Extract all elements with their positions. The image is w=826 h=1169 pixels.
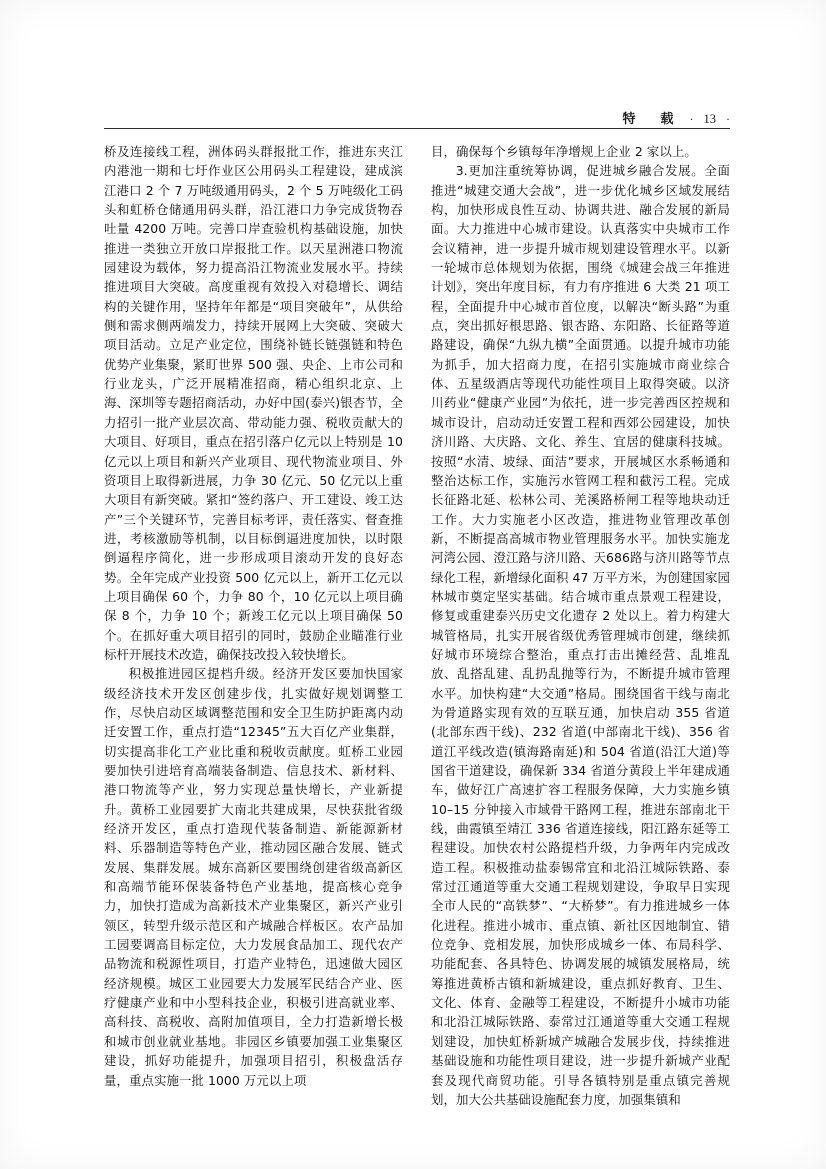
paragraph: 桥及连接线工程，洲体码头群报批工作，推进东夹江内港池一期和七圩作业区公用码头工程建设，建成滨江港口 2 个 7 万吨级通用码头，2 个 5 万吨级化工码头和虹桥仓储通用码头群，沿江港口力争完成货物吞吐量 4200 万吨。完善口岸查验机构基础设施，加快推进一类独立开放口岸报批工作。以天星洲港口物流园建设为载体，努力提高沿江物流业发展水平。持续推进项目大突破。高度重视有效投入对稳增长、调结构的关键作用，坚持年年都是“项目突破年”，从供给侧和需求侧两端发力，持续开展网上大突破、突破大项目活动。立足产业定位，围绕补链长链强链和特色优势产业集聚，紧盯世界 500 强、央企、上市公司和行业龙头，广泛开展精准招商，精心组织北京、上海、深圳等专题招商活动，办好中国(泰兴)银杏节，全力招引一批产业层次高、带动能力强、税收贡献大的大项目、好项目，重点在招引落户亿元以上特别是 10 亿元以上项目和新兴产业项目、现代物流业项目、外资项目上取得新进展，力争 30 亿元、50 亿元以上重大项目有新突破。紧扣“签约落户、开工建设、竣工达产”三个关键环节，完善目标考评，责任落实、督查推进，考核激励等机制，以目标倒逼进度加快，以时限倒逼程序简化，进一步形成项目滚动开发的良好态势。全年完成产业投资 500 亿元以上，新开工亿元以上项目确保 60 个，力争 80 个，10 亿元以上项目确保 8 个，力争 10 个；新竣工亿元以上项目确保 50 个。在抓好重大项目招引的同时，鼓励企业瞄准行业标杆开展技术改造，确保技改投入较快增长。 bbox=[104, 144, 403, 662]
header-divider bbox=[104, 128, 730, 129]
header-dot-left: · bbox=[689, 112, 694, 126]
section-heading-paragraph: 3.更加注重统筹协调，促进城乡融合发展。全面推进“城建交通大会战”，进一步优化城乡区域发展结构，加快形成良性互动、协调共进、融合发展的新局面。大力推进中心城市建设。认真落实中央城市工作会议精神，进一步提升城市规划建设管理水平。以新一轮城市总体规划为依据，围绕《城建会战三年推进计划》，突出年度目标，有力有序推进 6 大类 21 项工程，全面提升中心城市首位度，以解决“断头路”为重点，突出抓好根思路、银杏路、东阳路、长征路等道路建设，确保“九纵九横”全面贯通。以提升城市功能为抓手，加大招商力度，在招引实施城市商业综合体、五星级酒店等现代功能性项目上取得突破。以济川药业“健康产业园”为依托，进一步完善西区控规和城市设计，启动动迁安置工程和西郊公园建设，加快济川路、大庆路、文化、养生、宜居的健康科技城。按照“水清、坡绿、面洁”要求，开展城区水系畅通和整治达标工作，实施污水管网工程和截污工程。完成长征路北延、松林公司、羌溪路桥闸工程等地块动迁工作。大力实施老小区改造，推进物业管理改革创新，不断提高高城市物业管理服务水平。加快实施龙河湾公园、澄江路与济川路、天686路与济川路等节点绿化工程，新增绿化面积 47 万平方米，为创建国家园林城市奠定坚实基础。结合城市重点景观工程建设，修复或重建泰兴历史文化遗存 2 处以上。着力构建大城管格局，扎实开展省级优秀管理城市创建，继续抓好城市环境综合整治，重点打击出摊经营、乱堆乱放、乱搭乱建、乱扔乱抛等行为，不断提升城市管理水平。加快构建“大交通”格局。围绕国省干线与南北为骨道路实现有效的互联互通，加快启动 355 省道(北部东西干线)、232 省道(中部南北干线)、356 省道江平线改造(镇海路南延)和 504 省道(沿江大道)等国省干道建设，确保新 334 省道分黄段上半年建成通车，做好江广高速扩容工程服务保障，大力实施乡镇 10–15 分钟接入市域骨干路网工程，推进东部南北干线，曲霞镇至靖江 336 省道连接线，阳江路东延等工程建设。加快农村公路提档升级，力争两年内完成改造工程。积极推动盐泰锡常宜和北沿江城际铁路、泰常过江通道等重大交通工程规划建设，争取早日实现全市人民的“高铁梦”、“大桥梦”。有力推进城乡一体化进程。推进小城市、重点镇、新社区因地制宜、错位竞争、竞相发展，加快形成城乡一体、布局科学、功能配套、各具特色、协调发展的城镇发展格局，统筹推进黄桥古镇和新城建设，重点抓好教育、卫生、文化、体育、金融等工程建设，不断提升小城市功能和北沿江城际铁路、泰常过江通道等重大交通工程规划建设，加快虹桥新城产城融合发展步伐，持续推进基础设施和功能性项目建设，进一步提升新城产业配套及现代商贸功能。引导各镇特别是重点镇完善规划，加大公共基础设施配套力度，加强集镇和 bbox=[431, 163, 730, 1107]
body-columns bbox=[104, 142, 730, 1107]
page-header bbox=[622, 108, 730, 127]
header-dot-right: · bbox=[726, 112, 730, 126]
page-number: 13 bbox=[703, 112, 716, 126]
column-left bbox=[104, 142, 403, 1099]
paragraph: 目，确保每个乡镇每年净增规上企业 2 家以上。 bbox=[431, 144, 697, 159]
header-title: 特 载 bbox=[622, 111, 680, 126]
column-right bbox=[431, 142, 730, 1107]
paragraph: 积极推进园区提档升级。经济开发区要加快国家级经济技术开发区创建步伐，扎实做好规划调整工作，尽快启动区域调整范围和安全卫生防护距离内动迁安置工作，重点打造“12345”五大百亿产业集群，切实提高非化工产业比重和税收贡献度。虹桥工业园要加快引进培育高端装备制造、信息技术、新材料、港口物流等产业，努力实现总量快增长，产业新提升。黄桥工业园要扩大南北共建成果，尽快获批省级经济开发区，重点打造现代装备制造、新能源新材料、乐器制造等特色产业，推动园区融合发展、链式发展、集群发展。城东高新区要围绕创建省级高新区和高端节能环保装备特色产业基地，提高核心竞争力，加快打造成为高新技术产业集聚区，新兴产业引领区，转型升级示范区和产城融合样板区。农产品加工园要调高目标定位，大力发展食品加工、现代农产品物流和税源性项目，打造产业特色，迅速做大园区经济规模。城区工业园要大力发展军民结合产业、医疗健康产业和中小型科技企业，积极引进高就业率、高科技、高税收、高附加值项目，全力打造新增长极和城市创业就业基地。非园区乡镇要加强工业集聚区建设，抓好功能提升，加强项目招引，积极盘活存量，重点实施一批 1000 万元以上项 bbox=[104, 666, 403, 1088]
